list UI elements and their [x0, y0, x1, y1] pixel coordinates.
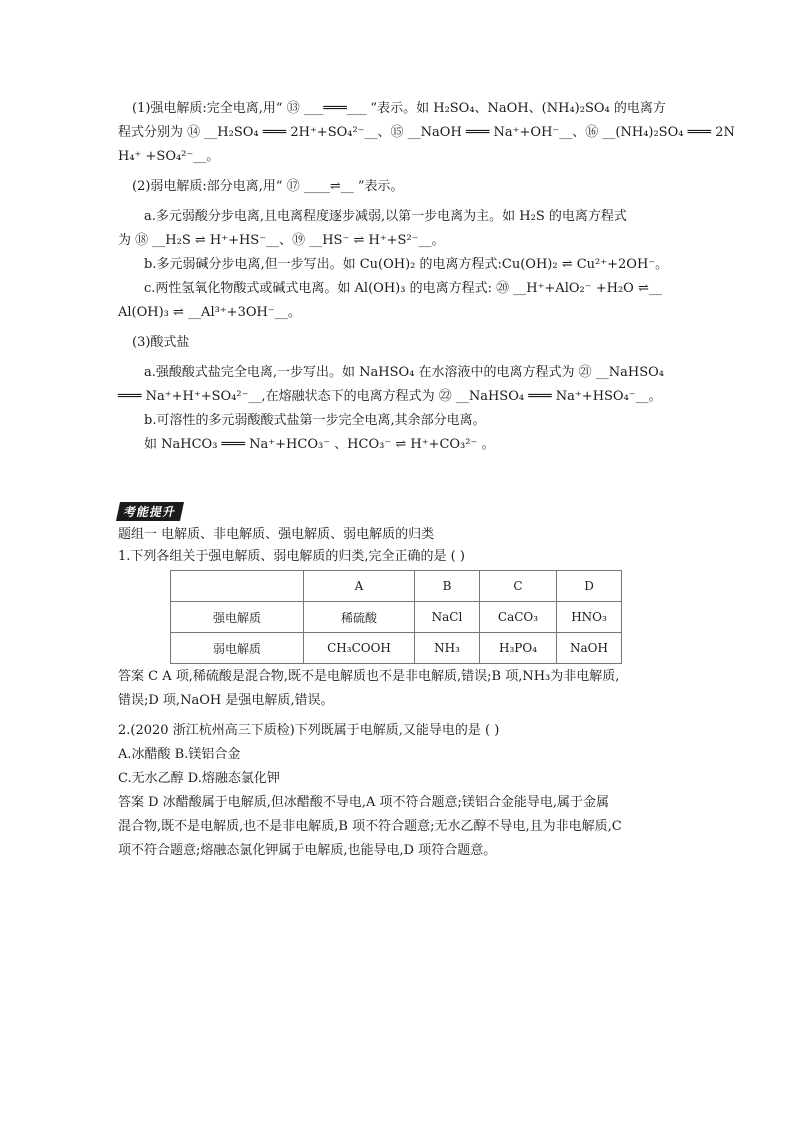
text-line: 为 ⑱ __H₂S ⇌ H⁺+HS⁻__、⑲ __HS⁻ ⇌ H⁺+S²⁻__。: [118, 233, 445, 248]
table-cell: H₃PO₄: [480, 633, 557, 664]
table-cell: C: [480, 571, 557, 602]
text-line: (1)强电解质:完全电离,用“ ⑬ ___═══___ ”表示。如 H₂SO₄、NaOH、(NH₄)₂SO₄ 的电离方: [132, 101, 666, 116]
answer-2-line: 混合物,既不是电解质,也不是非电解质,B 项不符合题意;无水乙醇不导电,且为非电解质,C: [118, 819, 622, 834]
text-line: a.强酸酸式盐完全电离,一步写出。如 NaHSO₄ 在水溶液中的电离方程式为 ㉑ __NaHSO₄: [144, 365, 665, 380]
text-line: b.多元弱碱分步电离,但一步写出。如 Cu(OH)₂ 的电离方程式:Cu(OH)₂ ⇌ Cu²⁺+2OH⁻。: [144, 257, 669, 272]
text-line: 程式分别为 ⑭ __H₂SO₄ ═══ 2H⁺+SO₄²⁻__、⑮ __NaOH ═══ Na⁺+OH⁻__、⑯ __(NH₄)₂SO₄ ═══ 2N: [118, 125, 735, 140]
table-cell: HNO₃: [557, 602, 622, 633]
table-cell: B: [415, 571, 480, 602]
table-row: [171, 602, 622, 633]
text-line: Al(OH)₃ ⇌ __Al³⁺+3OH⁻__。: [118, 305, 301, 320]
table-cell: NaCl: [415, 602, 480, 633]
text-line: b.可溶性的多元弱酸酸式盐第一步完全电离,其余部分电离。: [144, 413, 486, 428]
text-line: a.多元弱酸分步电离,且电离程度逐步减弱,以第一步电离为主。如 H₂S 的电离方程式: [144, 209, 627, 224]
group-title: 题组一 电解质、非电解质、强电解质、弱电解质的归类: [118, 527, 435, 542]
answer-2-line: 答案 D 冰醋酸属于电解质,但冰醋酸不导电,A 项不符合题意;镁铝合金能导电,属于金属: [118, 795, 609, 810]
table-cell: CaCO₃: [480, 602, 557, 633]
table-cell: 稀硫酸: [304, 602, 415, 633]
table-cell: A: [304, 571, 415, 602]
question-2: 2.(2020 浙江杭州高三下质检)下列既属于电解质,又能导电的是 ( ): [118, 723, 500, 738]
table-cell: 强电解质: [171, 602, 304, 633]
question-2-options: A.冰醋酸 B.镁铝合金: [118, 747, 241, 762]
table-cell: NH₃: [415, 633, 480, 664]
table-header-row: [171, 571, 622, 602]
table-cell: 弱电解质: [171, 633, 304, 664]
text-line: (2)弱电解质:部分电离,用“ ⑰ ____⇌__ ”表示。: [132, 179, 404, 194]
text-line: 如 NaHCO₃ ═══ Na⁺+HCO₃⁻ 、HCO₃⁻ ⇌ H⁺+CO₃²⁻ 。: [144, 437, 495, 452]
classification-table: [170, 570, 622, 664]
table-cell: [171, 571, 304, 602]
section-banner-label: 考能提升: [116, 502, 184, 521]
table-cell: D: [557, 571, 622, 602]
question-1: 1.下列各组关于强电解质、弱电解质的归类,完全正确的是 ( ): [118, 549, 465, 564]
answer-2-line: 项不符合题意;熔融态氯化钾属于电解质,也能导电,D 项符合题意。: [118, 843, 497, 858]
text-line: ═══ Na⁺+H⁺+SO₄²⁻__,在熔融状态下的电离方程式为 ㉒ __NaHSO₄ ═══ Na⁺+HSO₄⁻__。: [118, 389, 662, 404]
text-line: (3)酸式盐: [132, 335, 190, 350]
text-line: H₄⁺ +SO₄²⁻__。: [118, 149, 220, 164]
section-banner: [118, 502, 678, 522]
table-cell: CH₃COOH: [304, 633, 415, 664]
answer-1-line: 错误;D 项,NaOH 是强电解质,错误。: [118, 693, 334, 708]
table-cell: NaOH: [557, 633, 622, 664]
question-2-options: C.无水乙醇 D.熔融态氯化钾: [118, 771, 280, 786]
answer-1-line: 答案 C A 项,稀硫酸是混合物,既不是电解质也不是非电解质,错误;B 项,NH₃为非电解质,: [118, 669, 620, 684]
page-content: [118, 100, 735, 860]
table-row: [171, 633, 622, 664]
text-line: c.两性氢氧化物酸式或碱式电离。如 Al(OH)₃ 的电离方程式: ⑳ __H⁺+AlO₂⁻ +H₂O ⇌__: [144, 281, 662, 296]
